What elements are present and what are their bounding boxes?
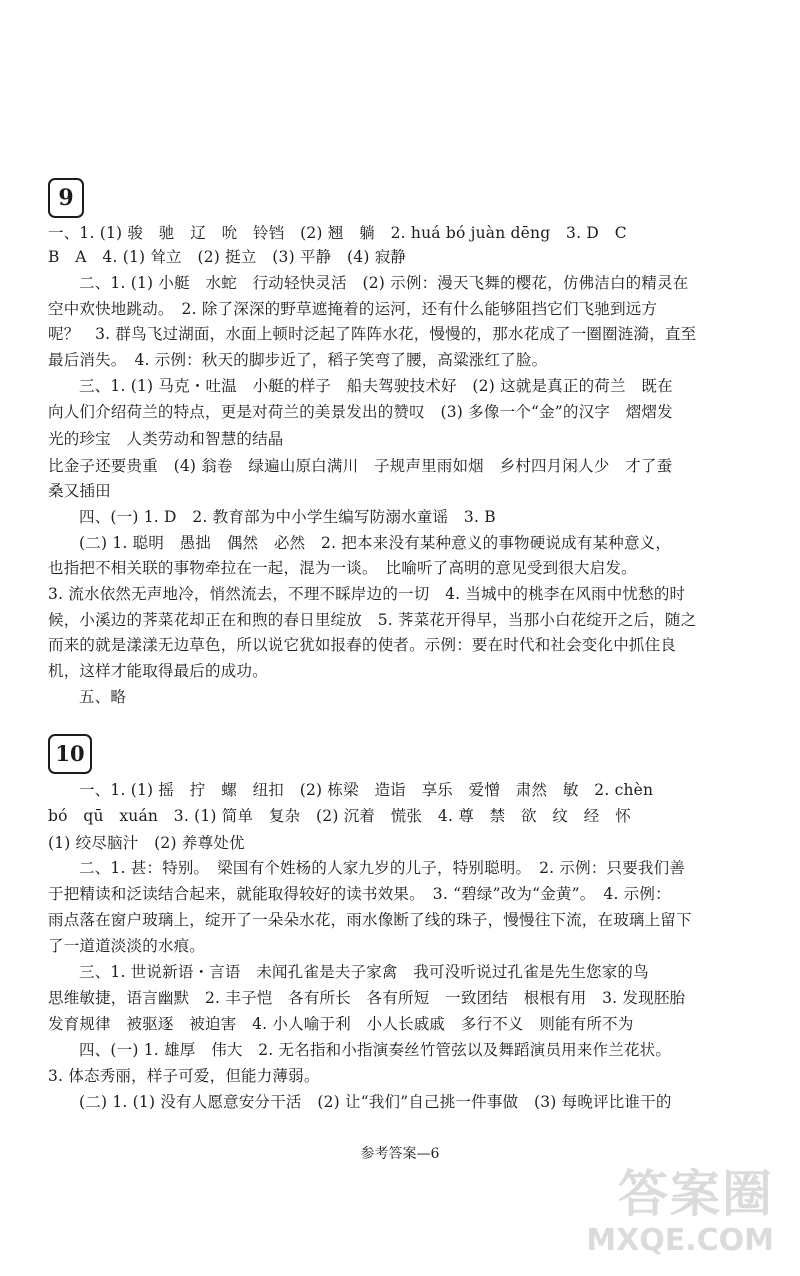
answer-line: 空中欢快地跳动。 2. 除了深深的野草遮掩着的运河，还有什么能够阻挡它们飞驰到远方 (48, 300, 658, 318)
watermark-logo (564, 1166, 774, 1262)
answer-line: B A 4. (1) 耸立 (2) 挺立 (3) 平静 (4) 寂静 (48, 248, 407, 266)
answer-line: 四、(一) 1. 雄厚 伟大 2. 无名指和小指演奏丝竹管弦以及舞蹈演员用来作兰花状。 (79, 1041, 672, 1059)
answer-line: 呢？ 3. 群鸟飞过湖面，水面上顿时泛起了阵阵水花，慢慢的，那水花成了一圈圈涟漪，直至 (48, 325, 697, 343)
answer-line: 雨点落在窗户玻璃上，绽开了一朵朵水花，雨水像断了线的珠子，慢慢往下流，在玻璃上留下 (48, 911, 692, 929)
answer-line: 三、1. 世说新语・言语 未闻孔雀是夫子家禽 我可没听说过孔雀是先生您家的鸟 (79, 963, 649, 981)
answer-line: 发育规律 被驱逐 被迫害 4. 小人喻于利 小人长戚戚 多行不义 则能有所不为 (48, 1015, 634, 1033)
answer-line: 也指把不相关联的事物牵拉在一起，混为一谈。 比喻听了高明的意见受到很大启发。 (48, 559, 637, 577)
answer-line: 五、略 (79, 688, 127, 706)
answer-line: 于把精读和泛读结合起来，就能取得较好的读书效果。 3. “碧绿”改为“金黄”。 4. 示例： (48, 885, 671, 903)
answer-line: 最后消失。 4. 示例：秋天的脚步近了，稻子笑弯了腰，高粱涨红了脸。 (48, 351, 548, 369)
watermark-text: 答案圈 (618, 1165, 774, 1223)
page-footer: 参考答案—6 (360, 1146, 440, 1162)
section-number-badge: 10 (48, 734, 92, 774)
answer-line: 一、1. (1) 摇 拧 螺 纽扣 (2) 栋梁 造诣 享乐 爱憎 肃然 敏 2. chèn (79, 781, 654, 799)
answer-line: 光的珍宝 人类劳动和智慧的结晶 (48, 430, 284, 448)
answer-line: (二) 1. (1) 没有人愿意安分干活 (2) 让“我们”自己挑一件事做 (3) 每晚评比谁干的 (79, 1093, 672, 1111)
answer-line: (1) 绞尽脑汁 (2) 养尊处优 (48, 834, 245, 852)
answer-line: bó qū xuán 3. (1) 简单 复杂 (2) 沉着 慌张 4. 尊 禁 欲 纹 经 怀 (48, 807, 631, 825)
answer-line: 三、1. (1) 马克・吐温 小艇的样子 船夫驾驶技术好 (2) 这就是真正的荷兰 既在 (79, 377, 673, 395)
section-number-badge: 9 (48, 178, 84, 218)
answer-line: 思维敏捷，语言幽默 2. 丰子恺 各有所长 各有所短 一致团结 根根有用 3. 发现胚胎 (48, 989, 686, 1007)
answer-line: 候，小溪边的荠菜花却正在和煦的春日里绽放 5. 荠菜花开得早，当那小白花绽开之后，随之 (48, 611, 697, 629)
answer-line: 二、1. (1) 小艇 水蛇 行动轻快灵活 (2) 示例：漫天飞舞的樱花，仿佛洁白的精灵在 (79, 274, 689, 292)
answer-line: 二、1. 甚：特别。 梁国有个姓杨的人家九岁的儿子，特别聪明。 2. 示例：只要我们善 (79, 859, 686, 877)
watermark-url: MXQE.COM (586, 1223, 774, 1258)
answer-line: 机，这样才能取得最后的成功。 (48, 662, 268, 680)
answer-line: 桑又插田 (48, 482, 111, 500)
answer-line: (二) 1. 聪明 愚拙 偶然 必然 2. 把本来没有某种意义的事物硬说成有某种意义， (79, 534, 672, 552)
answer-line: 比金子还要贵重 (4) 翁卷 绿遍山原白满川 子规声里雨如烟 乡村四月闲人少 才了蚕 (48, 457, 673, 475)
answer-line: 而来的就是漾漾无边草色，所以说它犹如报春的使者。示例：要在时代和社会变化中抓住良 (48, 636, 677, 654)
answer-line: 了一道道淡淡的水痕。 (48, 937, 206, 955)
answer-line: 3. 流水依然无声地冷，悄然流去，不理不睬岸边的一切 4. 当城中的桃李在风雨中忧愁的时 (48, 585, 686, 603)
answer-line: 一、1. (1) 骏 驰 辽 吮 铃铛 (2) 翘 躺 2. huá bó juàn dēng 3. D C (48, 224, 627, 242)
answer-line: 四、(一) 1. D 2. 教育部为中小学生编写防溺水童谣 3. B (79, 508, 496, 526)
answer-line: 3. 体态秀丽，样子可爱，但能力薄弱。 (48, 1067, 320, 1085)
answer-line: 向人们介绍荷兰的特点，更是对荷兰的美景发出的赞叹 (3) 多像一个“金”的汉字 熠熠发 (48, 403, 673, 421)
